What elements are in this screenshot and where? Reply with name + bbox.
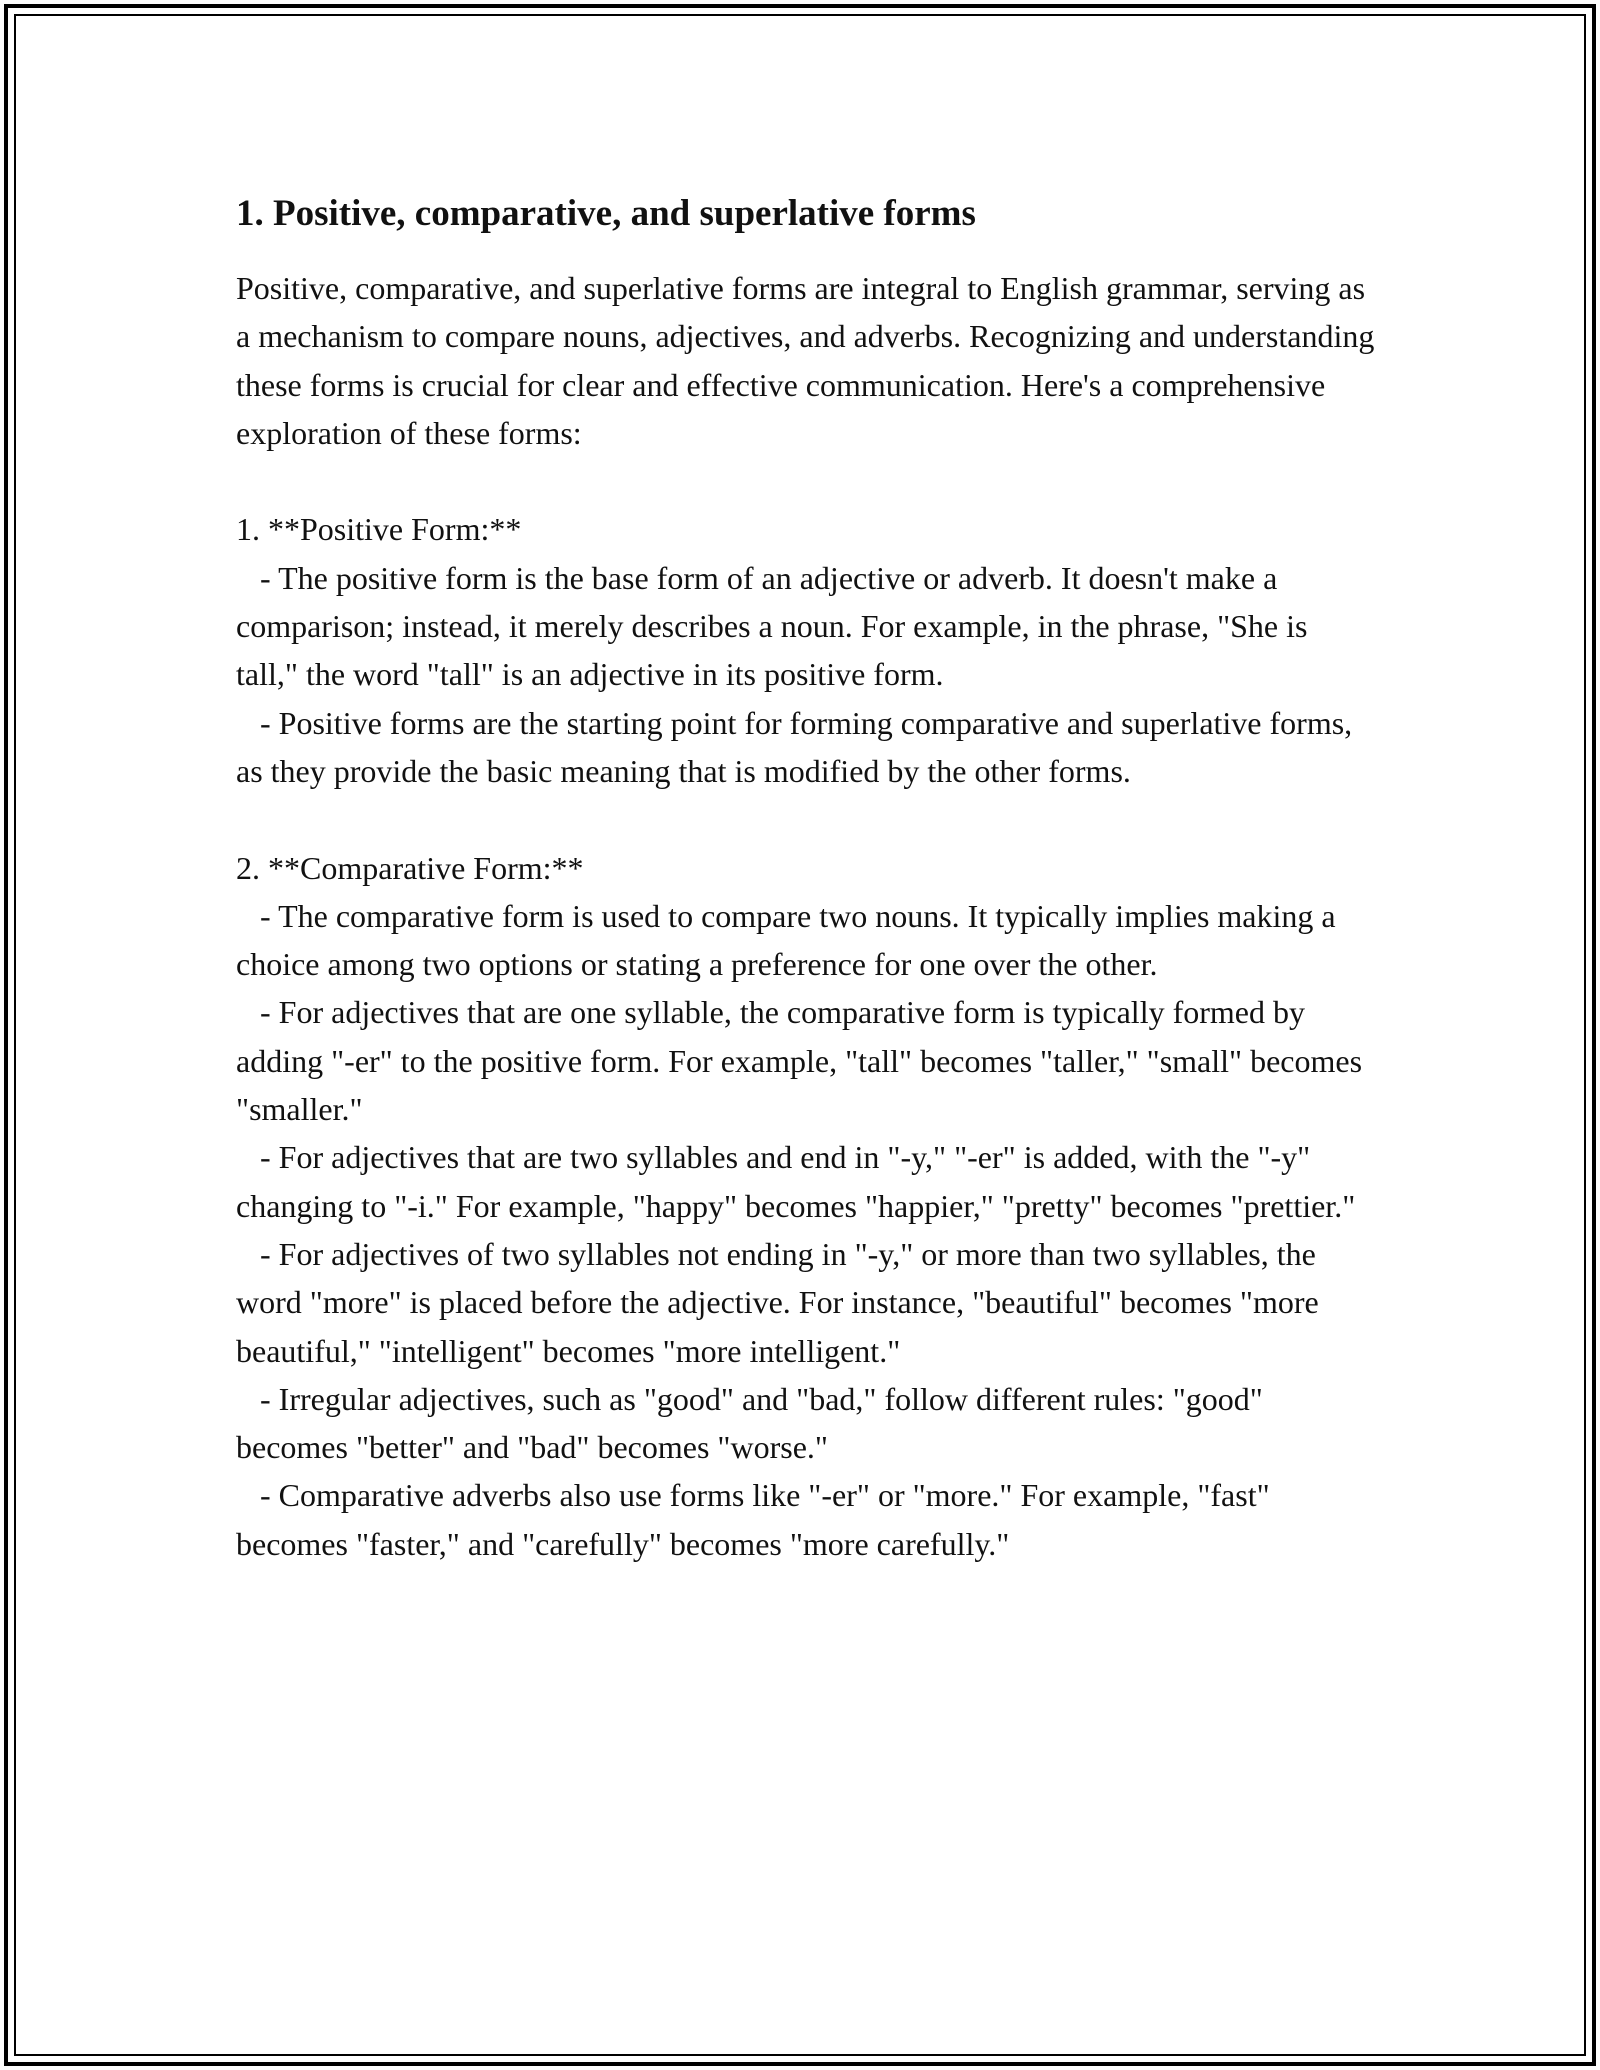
document-content [236,188,1376,1568]
body-text: Positive, comparative, and superlative forms are integral to English grammar, serving as a mechanism to compare nouns, adjectives, and adverbs. Recognizing and understanding these forms is crucial for clear and effective communication. Here's a comprehensive exploration of these forms: 1. **Positive Form:** - The positive form is the base form of an adjective or adverb. It doesn't make a comparison; instead, it merely describes a noun. For example, in the phrase, "She is tall," the word "tall" is an adjective in its positive form. - Positive forms are the starting point for forming comparative and superlative forms, as they provide the basic meaning that is modified by the other forms. 2. **Comparative Form:** - The comparative form is used to compare two nouns. It typically implies making a choice among two options or stating a preference for one over the other. - For adjectives that are one syllable, the comparative form is typically formed by adding "-er" to the positive form. For example, "tall" becomes "taller," "small" becomes "smaller." - For adjectives that are two syllables and end in "-y," "-er" is added, with the "-y" changing to "-i." For example, "happy" becomes "happier," "pretty" becomes "prettier." - For adjectives of two syllables not ending in "-y," or more than two syllables, the word "more" is placed before the adjective. For instance, "beautiful" becomes "more beautiful," "intelligent" becomes "more intelligent." - Irregular adjectives, such as "good" and "bad," follow different rules: "good" becomes "better" and "bad" becomes "worse." - Comparative adverbs also use forms like "-er" or "more." For example, "fast" becomes "faster," and "carefully" becomes "more carefully." [236,270,1375,1562]
section-heading: 1. Positive, comparative, and superlative forms [236,193,976,234]
